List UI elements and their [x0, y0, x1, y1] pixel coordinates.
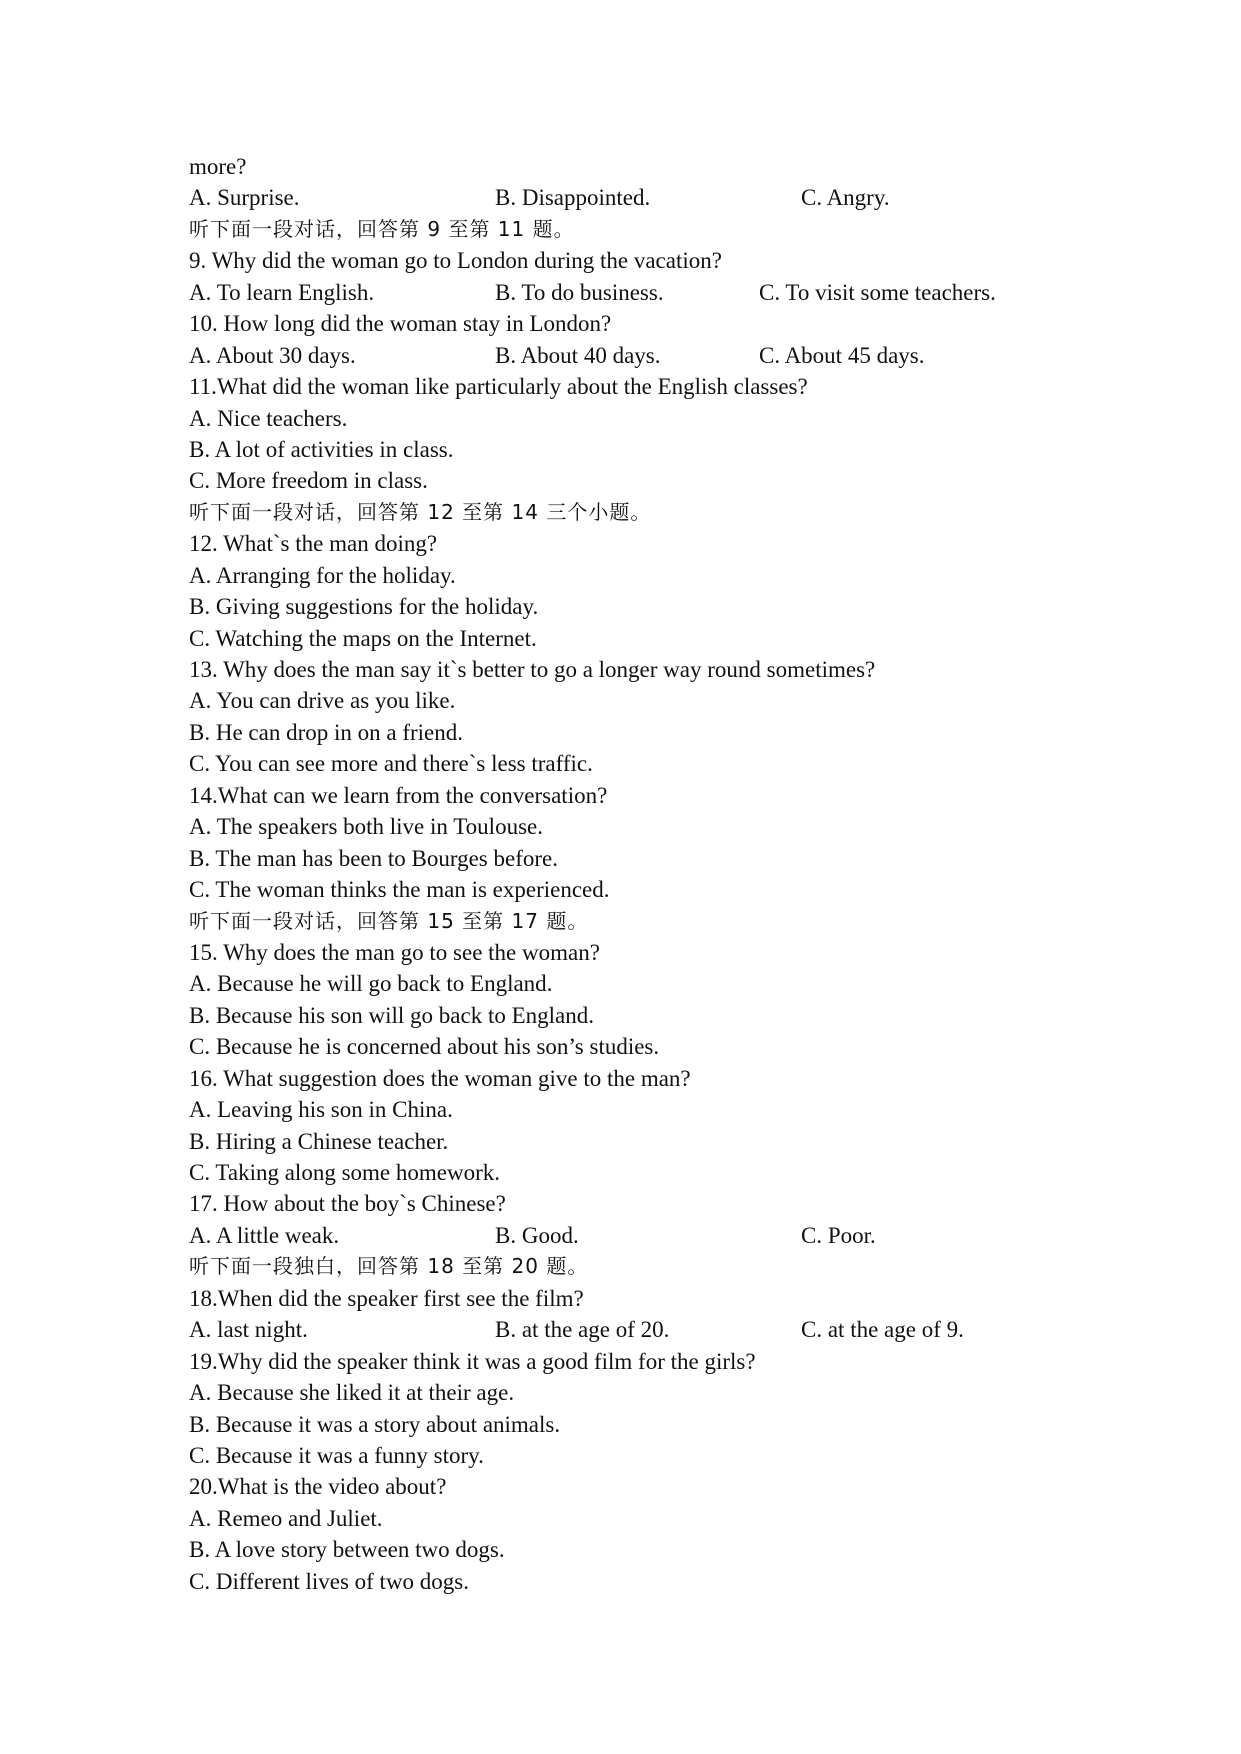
question-16: 16. What suggestion does the woman give to the man? — [189, 1065, 691, 1091]
option-b: B. About 40 days. — [495, 342, 661, 368]
option-a: A. A little weak. — [189, 1222, 340, 1248]
option-b: B. To do business. — [495, 279, 664, 305]
options-row — [189, 277, 1149, 308]
option-b: B. at the age of 20. — [495, 1317, 670, 1343]
option-a: A. Surprise. — [189, 185, 300, 211]
option-a: A. The speakers both live in Toulouse. — [189, 814, 543, 840]
question-15: 15. Why does the man go to see the woman? — [189, 939, 600, 965]
section-instruction: 听下面一段对话，回答第 15 至第 17 题。 — [189, 908, 589, 933]
options-row — [189, 340, 1149, 371]
option-c: C. Because it was a funny story. — [189, 1442, 484, 1468]
option-b: B. Hiring a Chinese teacher. — [189, 1128, 449, 1154]
option-c: C. Different lives of two dogs. — [189, 1568, 470, 1594]
question-13: 13. Why does the man say it`s better to go a longer way round sometimes? — [189, 657, 876, 682]
option-a: A. About 30 days. — [189, 342, 356, 368]
option-c: C. You can see more and there`s less traffic. — [189, 751, 593, 777]
option-b: B. Good. — [495, 1222, 579, 1248]
question-18: 18.When did the speaker first see the film? — [189, 1285, 584, 1311]
section-instruction: 听下面一段独白，回答第 18 至第 20 题。 — [189, 1254, 589, 1279]
option-c: C. More freedom in class. — [189, 468, 428, 494]
question-8-continuation: more? — [189, 154, 247, 179]
option-b: B. The man has been to Bourges before. — [189, 845, 558, 871]
option-b: B. Because it was a story about animals. — [189, 1411, 561, 1437]
question-10: 10. How long did the woman stay in London? — [189, 311, 612, 337]
section-instruction: 听下面一段对话，回答第 9 至第 11 题。 — [189, 216, 575, 241]
option-a: A. Leaving his son in China. — [189, 1097, 453, 1123]
option-c: C. Taking along some homework. — [189, 1160, 500, 1185]
option-c: C. Watching the maps on the Internet. — [189, 625, 537, 651]
question-19: 19.Why did the speaker think it was a good film for the girls? — [189, 1348, 756, 1374]
option-c: C. Angry. — [801, 185, 890, 211]
question-11: 11.What did the woman like particularly about the English classes? — [189, 374, 808, 400]
option-a: A. last night. — [189, 1317, 308, 1343]
option-b: B. A lot of activities in class. — [189, 436, 454, 462]
option-c: C. Poor. — [801, 1222, 876, 1248]
option-b: B. Because his son will go back to England. — [189, 1002, 594, 1028]
exam-page — [189, 151, 1149, 1597]
question-14: 14.What can we learn from the conversation? — [189, 782, 608, 808]
option-a: A. You can drive as you like. — [189, 688, 456, 714]
option-b: B. A love story between two dogs. — [189, 1537, 505, 1563]
option-a: A. To learn English. — [189, 279, 375, 305]
option-b: B. Giving suggestions for the holiday. — [189, 594, 539, 620]
option-c: C. The woman thinks the man is experienced. — [189, 877, 610, 903]
option-a: A. Nice teachers. — [189, 405, 348, 431]
option-a: A. Because she liked it at their age. — [189, 1380, 515, 1406]
option-a: A. Remeo and Juliet. — [189, 1505, 383, 1531]
option-c: C. at the age of 9. — [801, 1317, 964, 1343]
option-a: A. Because he will go back to England. — [189, 971, 553, 997]
question-12: 12. What`s the man doing? — [189, 531, 438, 557]
question-20: 20.What is the video about? — [189, 1474, 447, 1500]
options-row — [189, 1220, 1149, 1251]
section-instruction: 听下面一段对话，回答第 12 至第 14 三个小题。 — [189, 499, 652, 524]
option-a: A. Arranging for the holiday. — [189, 562, 456, 588]
option-b: B. He can drop in on a friend. — [189, 719, 464, 745]
option-b: B. Disappointed. — [495, 185, 651, 211]
option-c: C. Because he is concerned about his son’s studies. — [189, 1034, 660, 1060]
question-9: 9. Why did the woman go to London during the vacation? — [189, 248, 722, 274]
option-c: C. About 45 days. — [759, 342, 925, 368]
option-c: C. To visit some teachers. — [759, 279, 996, 305]
options-row — [189, 1314, 1149, 1345]
options-row — [189, 182, 1149, 213]
question-17: 17. How about the boy`s Chinese? — [189, 1191, 506, 1217]
